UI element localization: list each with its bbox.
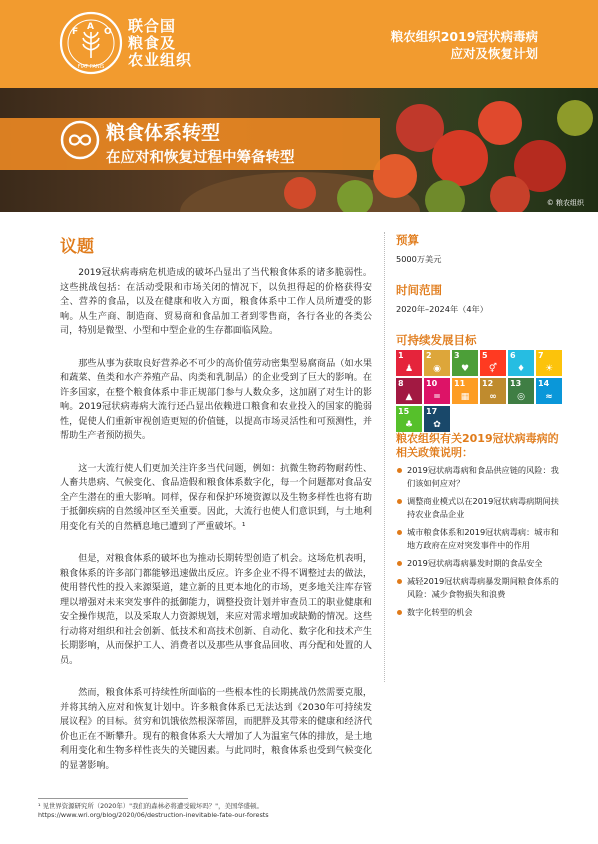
issue-body: [60, 266, 372, 791]
sdg-number: 14: [538, 379, 550, 388]
sdg-11-tile: [452, 378, 478, 404]
sdg-12-tile: [480, 378, 506, 404]
sdg-14-tile: [536, 378, 562, 404]
org-name-line: 联合国: [128, 17, 177, 35]
org-name-line: 粮食及: [128, 34, 177, 52]
sdg-13-tile: [508, 378, 534, 404]
sdg-number: 13: [510, 379, 522, 388]
references-heading: 粮农组织有关2019冠状病毒病的相关政策说明：: [396, 432, 559, 459]
sdg-section: [396, 332, 556, 348]
sdg-17-tile: [424, 406, 450, 432]
sdg-number: 10: [426, 379, 438, 388]
sdg-number: 8: [398, 379, 404, 388]
org-name-line: 农业组织: [128, 51, 193, 69]
budget-label: 预算: [396, 233, 419, 247]
reference-link[interactable]: 数字化转型的机会: [396, 606, 566, 619]
ocean-icon: ≈: [545, 392, 553, 402]
hero-image: [0, 88, 598, 212]
reference-link[interactable]: 2019冠状病毒病和食品供应链的风险：我们该如何应对？: [396, 464, 566, 490]
header-banner: [0, 0, 598, 88]
column-divider: [384, 232, 385, 682]
timeframe-label: 时间范围: [396, 283, 442, 297]
svg-text:FIAT PANIS: FIAT PANIS: [77, 64, 105, 70]
reference-link[interactable]: 城市粮食体系和2019冠状病毒病：城市和地方政府在应对突发事件中的作用: [396, 526, 566, 552]
sdg-number: 2: [426, 351, 432, 360]
sdg-1-tile: [396, 350, 422, 376]
sdg-3-tile: [452, 350, 478, 376]
plan-title-line: 应对及恢复计划: [450, 46, 538, 61]
sdg-grid: [396, 350, 566, 432]
photo-credit: © 粮农组织: [546, 199, 584, 207]
sdg-number: 17: [426, 407, 438, 416]
sdg-6-tile: [508, 350, 534, 376]
sdg-8-tile: [396, 378, 422, 404]
sdg-number: 11: [454, 379, 466, 388]
sdg-number: 15: [398, 407, 410, 416]
issue-paragraph: 那些从事为获取良好营养必不可少的高价值劳动密集型易腐商品（如水果和蔬菜、鱼类和水产养殖产品、肉类和乳制品）的企业受到了巨大的影响。在许多国家，在整个粮食体系中非正规部门参与人数众多，这加剧了对生计的影响。2019冠状病毒病大流行还凸显出依赖进口粮食和农业投入的国家的脆弱性，促使人们重新审视创造更短的价值链，以提高市场灵活性和可预测性，并帮助生产者预防损失。: [60, 358, 372, 441]
issue-heading: 议题: [60, 237, 94, 257]
footnote-divider: [38, 798, 188, 799]
health-icon: ♥: [460, 364, 470, 374]
sdg-number: 3: [454, 351, 460, 360]
infinity-loop-icon: [60, 120, 100, 160]
poverty-icon: ♟: [404, 364, 414, 374]
growth-icon: ▲: [405, 392, 413, 402]
budget-section: [396, 232, 556, 265]
climate-icon: ◎: [517, 392, 525, 402]
consumption-icon: ∞: [489, 392, 497, 402]
svg-text:O: O: [104, 27, 112, 37]
fao-logo: [58, 10, 124, 76]
energy-icon: ☀: [544, 364, 554, 374]
gender-icon: ⚥: [488, 364, 498, 374]
inequality-icon: =: [433, 392, 441, 402]
hero-title: 粮食体系转型: [106, 122, 221, 144]
sdg-5-tile: [480, 350, 506, 376]
references-list: [396, 464, 566, 624]
timeframe-section: [396, 282, 556, 315]
sdg-number: 7: [538, 351, 544, 360]
plan-title-line: 粮农组织2019冠状病毒病: [390, 29, 538, 44]
issue-paragraph: 这一大流行使人们更加关注许多当代问题，例如：抗微生物药物耐药性、人畜共患病、气候变化、食品造假和粮食体系数字化，每一个问题都对食品安全产生潜在的重大影响。同样，保存和保护环境资源以及生物多样性也将有助于抵御疾病的自然缓冲区至关重要。因此，大流行也使人们意识到，与土地利用变化有关的自然栖息地已遭到了严重破坏。¹: [60, 463, 372, 532]
issue-paragraph: 但是，对粮食体系的破坏也为推动长期转型创造了机会。这场危机表明，粮食体系的许多部门都能够迅速做出反应。许多企业不得不调整过去的做法，使用替代性的投入来源渠道，建立新的且更本地化的市场，更多地关注库存管理以增强对未来突发事件的抵御能力，调整投资计划并审查员工的职业健康和安全操作规范，以及采取人力资源规划，来应对需求增加或缺勤的情况。这些行动将对组织和社会创新、低技术和高技术创新、自动化、数字化和技术产生长期影响，从而保护工人、消费者以及那些从事食品回收、再分配和处置的人员。: [60, 554, 372, 666]
water-icon: ♦: [516, 364, 526, 374]
issue-paragraph: 2019冠状病毒病危机造成的破坏凸显出了当代粮食体系的诸多脆弱性。这些挑战包括：在活动受限和市场关闭的情况下，以负担得起的价格获得安全、营养的食品，以及在健康和收入方面，粮食体系中工作人员所遭受的影响。从生产商、制造商、贸易商和食品加工者到零售商，各行各业的各类公司，特别是微型、小型和中型企业的生存都面临风险。: [60, 268, 372, 336]
reference-link[interactable]: 调整商业模式以在2019冠状病毒病期间扶持农业食品企业: [396, 495, 566, 521]
sdg-number: 1: [398, 351, 404, 360]
timeframe-value: 2020年–2024年（4年）: [396, 304, 488, 314]
org-name: [128, 18, 192, 69]
sdg-7-tile: [536, 350, 562, 376]
reference-link[interactable]: 2019冠状病毒病暴发时期的食品安全: [396, 557, 566, 570]
sdg-number: 12: [482, 379, 494, 388]
partnership-icon: ✿: [433, 420, 441, 430]
land-icon: ♣: [404, 420, 414, 430]
sdg-number: 5: [482, 351, 488, 360]
svg-text:A: A: [87, 22, 94, 32]
sdg-label: 可持续发展目标: [396, 333, 477, 347]
hunger-icon: ◉: [433, 364, 441, 374]
sdg-number: 6: [510, 351, 516, 360]
sdg-2-tile: [424, 350, 450, 376]
reference-link[interactable]: 减轻2019冠状病毒病暴发期间粮食体系的风险：减少食物损失和浪费: [396, 575, 566, 601]
plan-title: [391, 28, 538, 62]
hero-subtitle: 在应对和恢复过程中筹备转型: [106, 150, 295, 166]
cities-icon: ▦: [460, 392, 470, 402]
budget-value: 5000万美元: [396, 254, 442, 264]
issue-paragraph: 然而，粮食体系可持续性所面临的一些根本性的长期挑战仍然需要克服，并将其纳入应对和恢复计划中。许多粮食体系已无法达到《2030年可持续发展议程》的目标。贫穷和饥饿依然根深蒂固，而肥胖及其带来的健康和经济代价也正在不断攀升。现有的粮食体系大大增加了人为温室气体的排放，是土地利用变化和生物多样性丧失的关键因素。与此同时，粮食体系也受到气候变化的显著影响。: [60, 688, 372, 771]
footnote: ¹ 见世界资源研究所（2020年）"我们的森林必将遭受破坏吗？"，美国华盛顿。https://www.wri.org/blog/2020/06/destruction-inevitable-fate-our-forests: [38, 802, 269, 819]
sdg-15-tile: [396, 406, 422, 432]
sdg-10-tile: [424, 378, 450, 404]
svg-text:F: F: [72, 27, 79, 37]
